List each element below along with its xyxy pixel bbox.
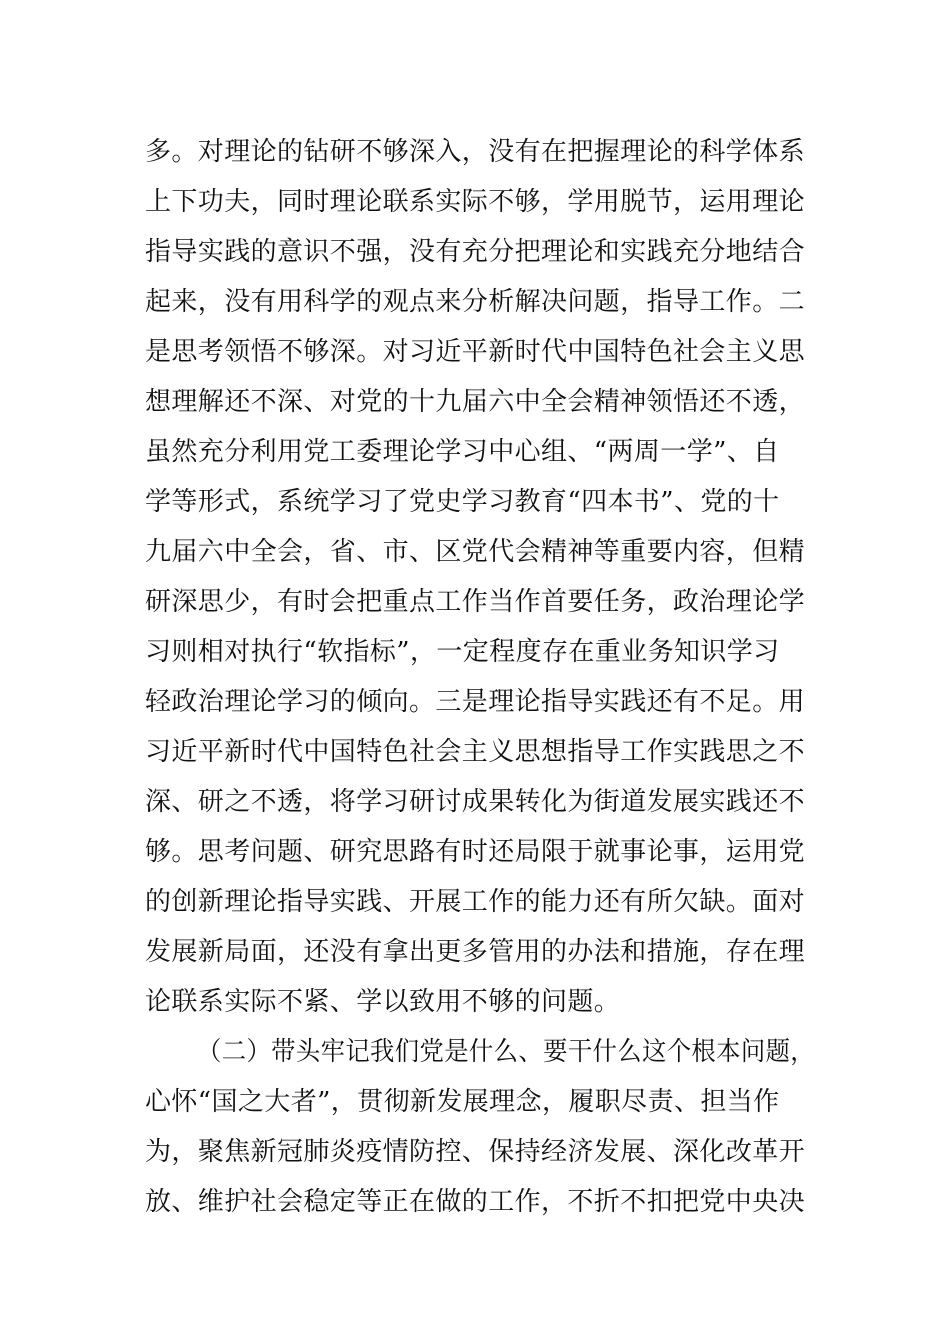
text-line: 的创新理论指导实践、开展工作的能力还有所欠缺。面对 [145, 887, 806, 917]
text-line: 想理解还不深、对党的十九届六中全会精神领悟还不透， [145, 387, 806, 417]
text-line: 研深思少，有时会把重点工作当作首要任务，政治理论学 [145, 587, 806, 617]
text-line: 够。思考问题、研究思路有时还局限于就事论事，运用党 [145, 837, 806, 867]
text-line: 指导实践的意识不强，没有充分把理论和实践充分地结合 [145, 237, 806, 267]
text-line: 上下功夫，同时理论联系实际不够，学用脱节，运用理论 [145, 187, 806, 217]
text-line: 深、研之不透，将学习研讨成果转化为街道发展实践还不 [145, 787, 806, 817]
text-line: 九届六中全会，省、市、区党代会精神等重要内容，但精 [145, 537, 806, 567]
text-line: 心怀“国之大者”，贯彻新发展理念，履职尽责、担当作 [145, 1087, 780, 1117]
text-line: 虽然充分利用党工委理论学习中心组、“两周一学”、自 [145, 437, 780, 467]
text-line: 论联系实际不紧、学以致用不够的问题。 [145, 987, 621, 1017]
text-line: 多。对理论的钻研不够深入，没有在把握理论的科学体系 [145, 137, 806, 167]
text-line: 起来，没有用科学的观点来分析解决问题，指导工作。二 [145, 287, 806, 317]
text-line: 学等形式，系统学习了党史学习教育“四本书”、党的十 [145, 487, 780, 517]
text-line: 习则相对执行“软指标”，一定程度存在重业务知识学习 [145, 637, 780, 667]
text-line: 习近平新时代中国特色社会主义思想指导工作实践思之不 [145, 737, 806, 767]
text-line: 是思考领悟不够深。对习近平新时代中国特色社会主义思 [145, 337, 806, 367]
text-line: 为，聚焦新冠肺炎疫情防控、保持经济发展、深化改革开 [145, 1137, 806, 1167]
text-line: 发展新局面，还没有拿出更多管用的办法和措施，存在理 [145, 937, 806, 967]
section-heading-line: （二）带头牢记我们党是什么、要干什么这个根本问题， [197, 1037, 816, 1067]
text-line: 轻政治理论学习的倾向。三是理论指导实践还有不足。用 [145, 687, 806, 717]
text-line: 放、维护社会稳定等正在做的工作，不折不扣把党中央决 [145, 1187, 806, 1217]
